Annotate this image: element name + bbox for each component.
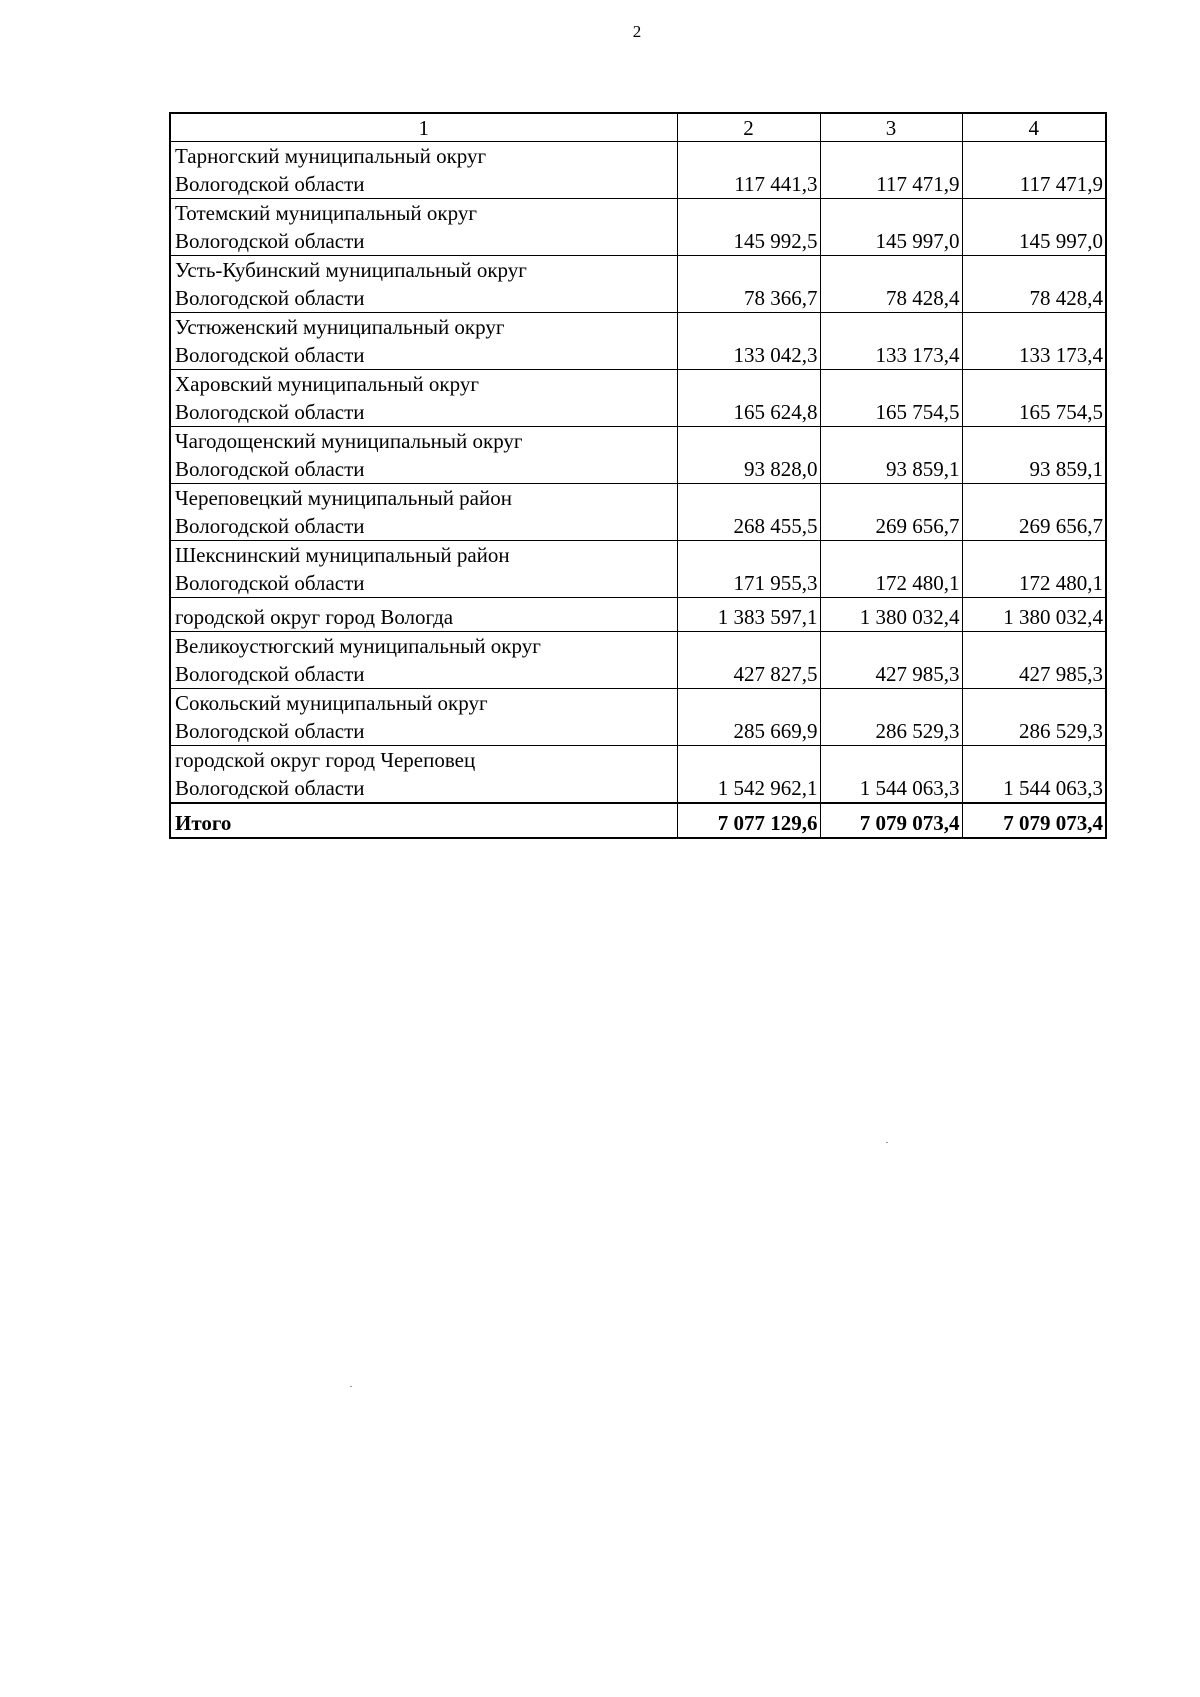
row-value-col-4: 172 480,1 [962, 541, 1106, 598]
row-value-col-3: 117 471,9 [820, 142, 962, 199]
row-name-line-1: Череповецкий муниципальный район [175, 486, 512, 510]
row-value-col-2: 145 992,5 [677, 199, 820, 256]
row-name-line-2: Вологодской области [175, 172, 365, 196]
row-value-col-4: 427 985,3 [962, 632, 1106, 689]
table-row [170, 370, 1106, 427]
scan-speck [886, 1142, 888, 1143]
row-name-line-1: Шекснинский муниципальный район [175, 543, 510, 567]
row-name-line-1: Харовский муниципальный округ [175, 372, 479, 396]
row-value-col-3: 93 859,1 [820, 427, 962, 484]
row-name [170, 598, 677, 632]
row-name-line-2: Вологодской области [175, 343, 365, 367]
row-name-line-2: Вологодской области [175, 286, 365, 310]
row-name-line-1: Чагодощенский муниципальный округ [175, 429, 523, 453]
row-name-line-2: Вологодской области [175, 719, 365, 743]
row-value-col-3: 133 173,4 [820, 313, 962, 370]
row-value-col-3: 427 985,3 [820, 632, 962, 689]
header-col-2: 2 [677, 113, 820, 142]
row-value-col-4: 117 471,9 [962, 142, 1106, 199]
row-value-col-2: 133 042,3 [677, 313, 820, 370]
table-row [170, 256, 1106, 313]
row-value-col-4: 1 380 032,4 [962, 598, 1106, 632]
table-row [170, 199, 1106, 256]
table-row [170, 541, 1106, 598]
row-name-line-1: Тарногский муниципальный округ [175, 144, 487, 168]
row-name-line-2: Вологодской области [175, 662, 365, 686]
row-value-col-4: 78 428,4 [962, 256, 1106, 313]
row-name-line-1: городской округ город Череповец [175, 748, 476, 772]
row-value-col-2: 1 383 597,1 [677, 598, 820, 632]
row-name [170, 484, 677, 541]
row-value-col-4: 93 859,1 [962, 427, 1106, 484]
page-number: 2 [632, 22, 642, 41]
row-name [170, 370, 677, 427]
table-row [170, 313, 1106, 370]
row-name-line-1: городской округ город Вологда [175, 605, 454, 629]
total-value-col-2: 7 077 129,6 [677, 803, 820, 838]
row-value-col-4: 145 997,0 [962, 199, 1106, 256]
header-col-4: 4 [962, 113, 1106, 142]
row-name-line-2: Вологодской области [175, 776, 365, 800]
row-value-col-4: 286 529,3 [962, 689, 1106, 746]
row-name [170, 199, 677, 256]
row-value-col-2: 117 441,3 [677, 142, 820, 199]
row-name [170, 746, 677, 804]
row-value-col-2: 268 455,5 [677, 484, 820, 541]
table-row [170, 142, 1106, 199]
row-value-col-3: 286 529,3 [820, 689, 962, 746]
row-name [170, 427, 677, 484]
row-name-line-1: Устюженский муниципальный округ [175, 315, 505, 339]
row-value-col-2: 78 366,7 [677, 256, 820, 313]
row-name [170, 142, 677, 199]
row-name [170, 313, 677, 370]
row-value-col-2: 427 827,5 [677, 632, 820, 689]
row-name-line-1: Усть-Кубинский муниципальный округ [175, 258, 527, 282]
row-value-col-4: 165 754,5 [962, 370, 1106, 427]
row-name-line-2: Вологодской области [175, 571, 365, 595]
header-col-3: 3 [820, 113, 962, 142]
budget-table [169, 112, 1107, 839]
row-value-col-3: 165 754,5 [820, 370, 962, 427]
total-value-col-4: 7 079 073,4 [962, 803, 1106, 838]
header-row [170, 113, 1106, 142]
row-value-col-2: 165 624,8 [677, 370, 820, 427]
scan-speck [350, 1386, 352, 1387]
row-name-line-2: Вологодской области [175, 229, 365, 253]
row-name-line-2: Вологодской области [175, 514, 365, 538]
row-value-col-3: 145 997,0 [820, 199, 962, 256]
row-value-col-2: 285 669,9 [677, 689, 820, 746]
row-value-col-3: 1 544 063,3 [820, 746, 962, 804]
header-col-1: 1 [170, 113, 677, 142]
table-row [170, 484, 1106, 541]
row-name-line-2: Вологодской области [175, 400, 365, 424]
row-value-col-3: 269 656,7 [820, 484, 962, 541]
row-value-col-3: 78 428,4 [820, 256, 962, 313]
row-name [170, 541, 677, 598]
table-row [170, 598, 1106, 632]
row-name-line-1: Тотемский муниципальный округ [175, 201, 477, 225]
row-value-col-2: 1 542 962,1 [677, 746, 820, 804]
row-name-line-1: Великоустюгский муниципальный округ [175, 634, 541, 658]
table-row [170, 746, 1106, 804]
row-value-col-4: 133 173,4 [962, 313, 1106, 370]
row-value-col-2: 171 955,3 [677, 541, 820, 598]
row-name-line-1: Сокольский муниципальный округ [175, 691, 488, 715]
row-value-col-2: 93 828,0 [677, 427, 820, 484]
row-value-col-4: 1 544 063,3 [962, 746, 1106, 804]
row-name [170, 689, 677, 746]
total-label: Итого [170, 803, 677, 838]
row-name [170, 256, 677, 313]
total-row [170, 803, 1106, 838]
row-value-col-3: 1 380 032,4 [820, 598, 962, 632]
row-name-line-2: Вологодской области [175, 457, 365, 481]
table-row [170, 632, 1106, 689]
row-name [170, 632, 677, 689]
total-value-col-3: 7 079 073,4 [820, 803, 962, 838]
table-row [170, 427, 1106, 484]
table-row [170, 689, 1106, 746]
table-body [170, 142, 1106, 804]
row-value-col-3: 172 480,1 [820, 541, 962, 598]
row-value-col-4: 269 656,7 [962, 484, 1106, 541]
